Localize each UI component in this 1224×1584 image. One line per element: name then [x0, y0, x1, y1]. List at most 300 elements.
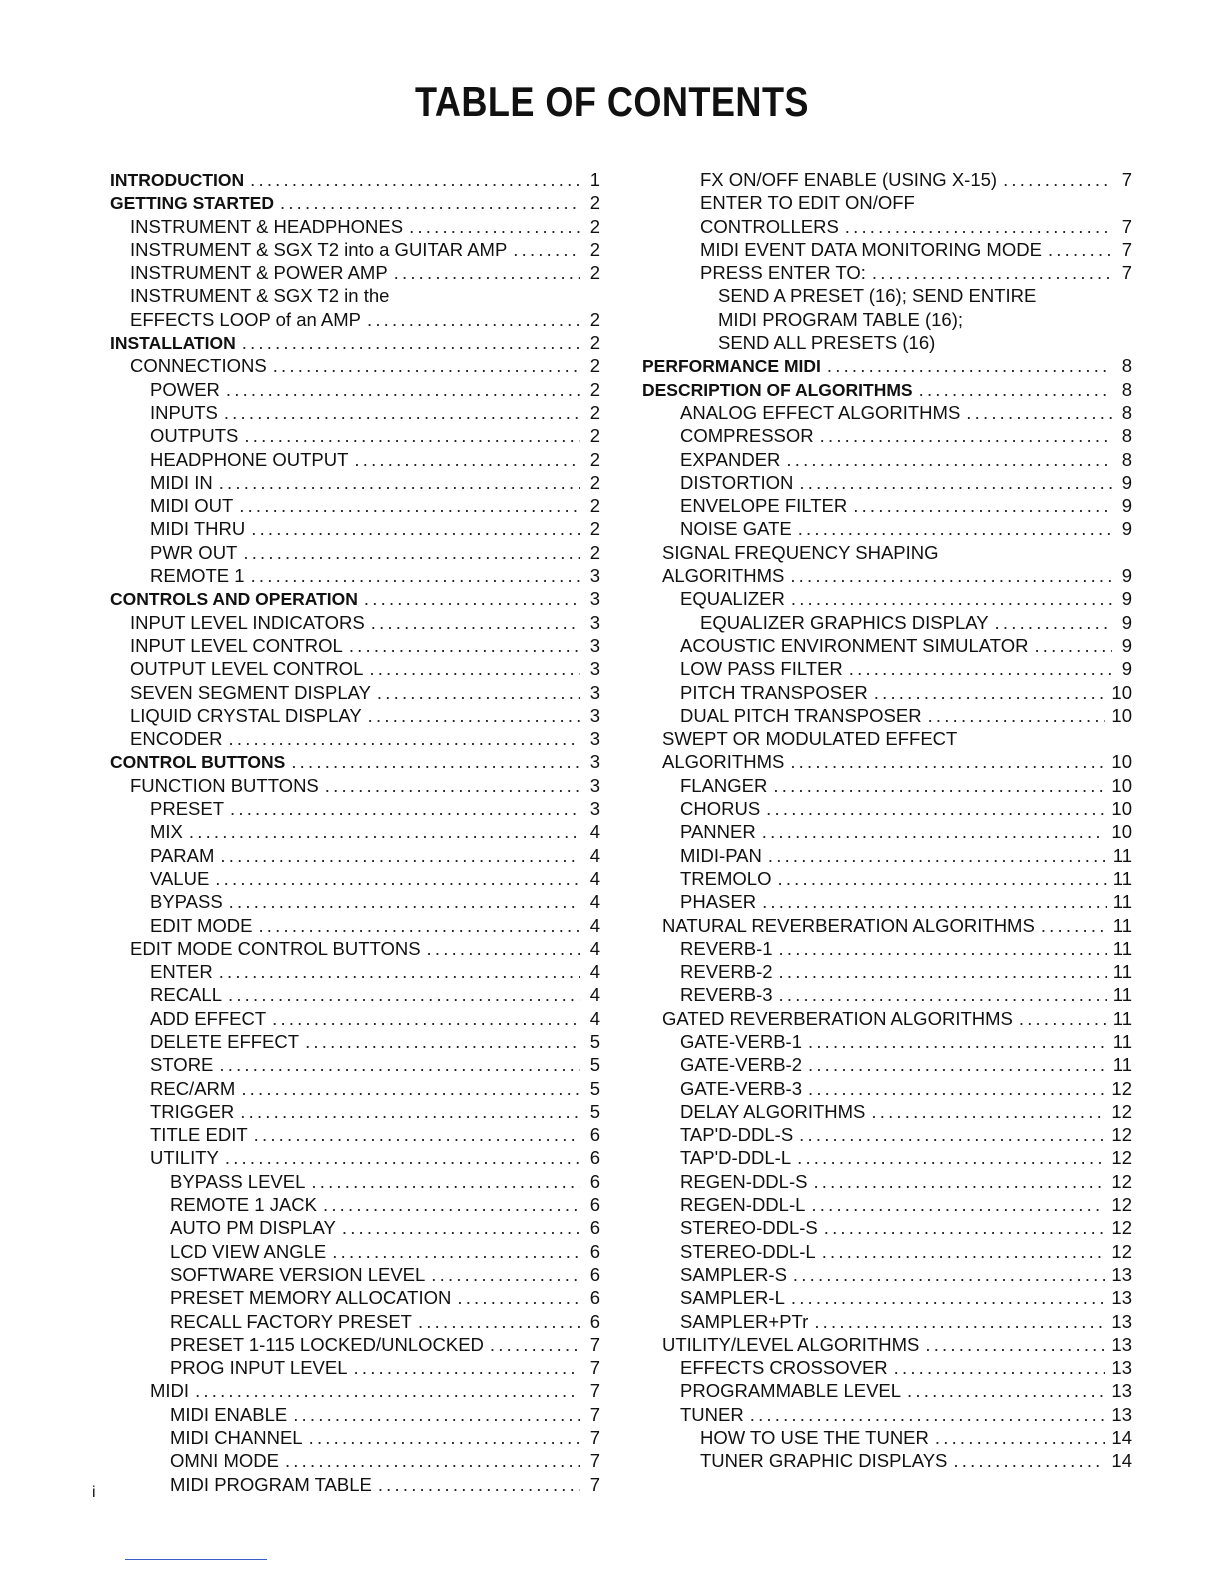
dot-leader	[919, 378, 1112, 401]
dot-leader	[285, 1449, 580, 1472]
toc-entry-label: MIDI ENABLE	[170, 1403, 288, 1425]
toc-entry[interactable]	[642, 1310, 1132, 1333]
dot-leader	[808, 1053, 1107, 1076]
toc-entry[interactable]	[642, 354, 1132, 377]
toc-entry[interactable]	[642, 1216, 1132, 1239]
toc-entry[interactable]	[110, 308, 600, 331]
toc-entry[interactable]	[642, 1123, 1132, 1146]
toc-entry[interactable]	[642, 750, 1132, 773]
toc-entry-page: 7	[1121, 169, 1132, 190]
toc-entry[interactable]	[110, 471, 600, 494]
toc-entry[interactable]	[110, 1216, 600, 1239]
toc-entry-page: 9	[1121, 588, 1132, 610]
toc-entry-page: 5	[589, 1030, 600, 1052]
toc-entry-label: CONTROL BUTTONS	[110, 752, 286, 773]
dot-leader	[311, 1170, 580, 1193]
toc-entry-page: 2	[589, 495, 600, 517]
toc-entry[interactable]	[110, 844, 600, 867]
toc-entry[interactable]	[642, 1193, 1132, 1216]
toc-entry-label: INPUTS	[150, 401, 218, 423]
dot-leader	[808, 1077, 1105, 1100]
toc-entry-page: 8	[1121, 355, 1132, 377]
dot-leader	[791, 1286, 1106, 1309]
toc-entry-page: 4	[589, 961, 600, 983]
toc-entry-page: 9	[1121, 495, 1132, 517]
dot-leader	[779, 937, 1107, 960]
toc-entry-label: INSTRUMENT & SGX T2 in the	[130, 285, 390, 307]
toc-entry[interactable]	[110, 331, 600, 354]
dot-leader	[229, 727, 580, 750]
dot-leader	[369, 657, 580, 680]
toc-entry[interactable]	[642, 1030, 1132, 1053]
toc-entry-page: 9	[1121, 471, 1132, 493]
toc-entry-page: 3	[589, 588, 600, 610]
dot-leader	[243, 541, 580, 564]
toc-entry-page: 7	[589, 1357, 600, 1379]
toc-entry-page: 4	[589, 844, 600, 866]
toc-entry[interactable]	[642, 704, 1132, 727]
toc-entry-page: 8	[1121, 401, 1132, 423]
toc-entry-label: SOFTWARE VERSION LEVEL	[170, 1263, 426, 1285]
toc-entry-label: ENTER	[150, 961, 213, 983]
dot-leader	[790, 750, 1105, 773]
toc-entry-page: 9	[1121, 565, 1132, 587]
toc-entry-label: BYPASS	[150, 891, 223, 913]
toc-entry[interactable]	[642, 564, 1132, 587]
toc-entry[interactable]	[110, 424, 600, 447]
toc-entry-page: 11	[1112, 1054, 1132, 1076]
toc-entry[interactable]	[110, 704, 600, 727]
toc-entry-label: DELETE EFFECT	[150, 1030, 300, 1052]
toc-entry[interactable]	[110, 1310, 600, 1333]
toc-entry-page: 2	[589, 355, 600, 377]
toc-entry-label: ENVELOPE FILTER	[680, 495, 848, 517]
toc-entry-page: 2	[589, 541, 600, 563]
toc-entry[interactable]	[110, 1240, 600, 1263]
dot-leader	[251, 564, 580, 587]
toc-entry[interactable]	[110, 261, 600, 284]
toc-entry[interactable]	[110, 611, 600, 634]
toc-entry-label: PARAM	[150, 844, 215, 866]
toc-entry-label: NATURAL REVERBERATION ALGORITHMS	[662, 914, 1035, 936]
toc-entry[interactable]	[642, 797, 1132, 820]
dot-leader	[219, 960, 580, 983]
toc-entry-label: STEREO-DDL-L	[680, 1240, 816, 1262]
dot-leader	[790, 564, 1112, 587]
toc-entry[interactable]	[110, 494, 600, 517]
toc-entry[interactable]	[110, 1123, 600, 1146]
toc-entry[interactable]	[110, 1053, 600, 1076]
dot-leader	[240, 1100, 580, 1123]
toc-entry-page: 2	[589, 238, 600, 260]
toc-entry-page: 13	[1111, 1380, 1132, 1402]
toc-entry-label: SWEPT OR MODULATED EFFECT	[662, 728, 958, 750]
toc-entry-page: 9	[1121, 518, 1132, 540]
toc-entry[interactable]	[642, 1403, 1132, 1426]
toc-entry-label: LIQUID CRYSTAL DISPLAY	[130, 704, 362, 726]
toc-entry[interactable]	[642, 378, 1132, 401]
toc-entry-label: FX ON/OFF ENABLE (USING X-15)	[700, 169, 998, 190]
toc-entry-label: TREMOLO	[680, 867, 772, 889]
toc-entry-page: 10	[1111, 681, 1132, 703]
toc-entry[interactable]	[110, 1379, 600, 1402]
toc-entry[interactable]	[642, 611, 1132, 634]
dot-leader	[845, 215, 1112, 238]
toc-entry[interactable]	[642, 681, 1132, 704]
toc-entry[interactable]	[642, 727, 1132, 750]
toc-entry[interactable]	[642, 284, 1132, 307]
dot-leader	[953, 1449, 1105, 1472]
toc-entry[interactable]	[642, 541, 1132, 564]
dot-leader	[273, 354, 580, 377]
toc-entry[interactable]	[642, 401, 1132, 424]
dot-leader	[394, 261, 580, 284]
toc-entry[interactable]	[642, 1426, 1132, 1449]
toc-entry-page: 12	[1111, 1124, 1132, 1146]
toc-entry[interactable]	[642, 1100, 1132, 1123]
toc-entry[interactable]	[642, 914, 1132, 937]
toc-entry[interactable]	[642, 890, 1132, 913]
toc-entry[interactable]	[642, 1379, 1132, 1402]
toc-entry[interactable]	[110, 1403, 600, 1426]
toc-entry[interactable]	[110, 914, 600, 937]
toc-entry[interactable]	[110, 448, 600, 471]
toc-entry[interactable]	[642, 215, 1132, 238]
toc-entry-page: 12	[1111, 1147, 1132, 1169]
dot-leader	[354, 1356, 580, 1379]
toc-entry-page: 7	[589, 1450, 600, 1472]
toc-entry-label: MIDI EVENT DATA MONITORING MODE	[700, 238, 1042, 260]
toc-entry-page: 3	[589, 565, 600, 587]
toc-entry[interactable]	[642, 867, 1132, 890]
dot-leader	[354, 448, 580, 471]
toc-entry[interactable]	[110, 284, 600, 307]
toc-entry-label: STORE	[150, 1054, 214, 1076]
dot-leader	[457, 1286, 580, 1309]
toc-entry-page: 8	[1121, 378, 1132, 400]
toc-entry-label: CONTROLS AND OPERATION	[110, 589, 358, 610]
toc-entry-label: SEND ALL PRESETS (16)	[718, 332, 936, 354]
toc-entry[interactable]	[642, 238, 1132, 261]
toc-entry-label: OUTPUTS	[150, 425, 239, 447]
toc-entry-label: VALUE	[150, 867, 210, 889]
toc-entry[interactable]	[642, 937, 1132, 960]
toc-entry-label: TAP'D-DDL-S	[680, 1124, 794, 1146]
toc-entry[interactable]	[642, 261, 1132, 284]
toc-entry[interactable]	[110, 1007, 600, 1030]
toc-entry-label: REVERB-3	[680, 984, 773, 1006]
toc-entry-page: 5	[589, 1054, 600, 1076]
toc-entry-page: 6	[589, 1240, 600, 1262]
toc-entry[interactable]	[642, 1053, 1132, 1076]
toc-entry-label: AUTO PM DISPLAY	[170, 1217, 336, 1239]
toc-entry-label: EDIT MODE	[150, 914, 253, 936]
dot-leader	[225, 1146, 580, 1169]
dot-leader	[808, 1030, 1107, 1053]
toc-entry[interactable]	[642, 587, 1132, 610]
toc-entry[interactable]	[642, 331, 1132, 354]
toc-entry[interactable]	[642, 517, 1132, 540]
toc-entry-label: PRESET MEMORY ALLOCATION	[170, 1287, 452, 1309]
dot-leader	[1003, 168, 1112, 191]
dot-leader	[239, 494, 580, 517]
toc-entry-label: REMOTE 1 JACK	[170, 1194, 317, 1216]
toc-entry[interactable]	[110, 354, 600, 377]
toc-entry-page: 7	[589, 1427, 600, 1449]
toc-entry-label: REVERB-2	[680, 961, 773, 983]
toc-entry-label: INPUT LEVEL CONTROL	[130, 634, 343, 656]
toc-entry[interactable]	[110, 1030, 600, 1053]
toc-entry-label: REVERB-1	[680, 937, 773, 959]
toc-entry[interactable]	[110, 541, 600, 564]
dot-leader	[241, 1077, 580, 1100]
toc-entry[interactable]	[642, 820, 1132, 843]
toc-entry-page: 2	[589, 332, 600, 354]
toc-entry-label: PRESET	[150, 798, 225, 820]
toc-entry-page: 2	[589, 448, 600, 470]
toc-entry-label: HOW TO USE THE TUNER	[700, 1427, 929, 1449]
dot-leader	[1034, 634, 1112, 657]
toc-entry[interactable]	[642, 168, 1132, 191]
dot-leader	[427, 937, 580, 960]
toc-entry-page: 6	[589, 1263, 600, 1285]
toc-entry[interactable]	[642, 844, 1132, 867]
toc-entry[interactable]	[642, 657, 1132, 680]
toc-entry[interactable]	[110, 1426, 600, 1449]
dot-leader	[220, 844, 580, 867]
dot-leader	[779, 960, 1107, 983]
toc-entry[interactable]	[110, 401, 600, 424]
toc-entry-label: OMNI MODE	[170, 1450, 279, 1472]
toc-entry[interactable]	[110, 820, 600, 843]
toc-entry[interactable]	[110, 564, 600, 587]
dot-leader	[827, 354, 1112, 377]
toc-entry-label: MIX	[150, 821, 183, 843]
toc-entry-label: CHORUS	[680, 798, 761, 820]
toc-entry-page: 6	[589, 1147, 600, 1169]
toc-entry-page: 2	[589, 401, 600, 423]
dot-leader	[777, 867, 1106, 890]
toc-entry[interactable]	[110, 1286, 600, 1309]
toc-entry[interactable]	[110, 587, 600, 610]
toc-entry[interactable]	[110, 1170, 600, 1193]
toc-entry[interactable]	[110, 774, 600, 797]
toc-entry[interactable]	[110, 191, 600, 214]
dot-leader	[773, 774, 1105, 797]
toc-entry-page: 3	[589, 681, 600, 703]
toc-entry[interactable]	[642, 1170, 1132, 1193]
dot-leader	[244, 424, 580, 447]
toc-entry[interactable]	[110, 750, 600, 773]
toc-entry-page: 13	[1111, 1263, 1132, 1285]
dot-leader	[799, 471, 1112, 494]
dot-leader	[409, 215, 580, 238]
dot-leader	[195, 1379, 580, 1402]
toc-entry-page: 12	[1111, 1077, 1132, 1099]
dot-leader	[323, 1193, 580, 1216]
toc-entry[interactable]	[642, 1286, 1132, 1309]
toc-entry-label: GATE-VERB-2	[680, 1054, 802, 1076]
toc-entry-label: REGEN-DDL-L	[680, 1194, 806, 1216]
toc-entry[interactable]	[110, 1263, 600, 1286]
toc-entry-page: 10	[1111, 821, 1132, 843]
toc-entry[interactable]	[642, 1146, 1132, 1169]
toc-entry-label: TUNER	[680, 1403, 744, 1425]
dot-leader	[849, 657, 1112, 680]
toc-entry[interactable]	[642, 1240, 1132, 1263]
toc-entry-label: GATE-VERB-3	[680, 1077, 802, 1099]
toc-entry-label: PRESS ENTER TO:	[700, 262, 866, 284]
toc-entry[interactable]	[110, 1473, 600, 1496]
toc-entry-page: 5	[589, 1077, 600, 1099]
toc-entry[interactable]	[642, 471, 1132, 494]
dot-leader	[368, 704, 580, 727]
toc-entry-label: EFFECTS CROSSOVER	[680, 1357, 888, 1379]
dot-leader	[750, 1403, 1106, 1426]
toc-entry[interactable]	[110, 657, 600, 680]
toc-entry-label: CONTROLLERS	[700, 215, 839, 237]
toc-entry[interactable]	[110, 960, 600, 983]
toc-entry[interactable]	[110, 1077, 600, 1100]
dot-leader	[928, 704, 1106, 727]
toc-entry[interactable]	[110, 1333, 600, 1356]
page-title: TABLE OF CONTENTS	[415, 78, 809, 125]
toc-entry[interactable]	[110, 634, 600, 657]
toc-entry-page: 2	[589, 192, 600, 214]
dot-leader	[371, 611, 580, 634]
toc-entry[interactable]	[642, 424, 1132, 447]
toc-entry-page: 12	[1111, 1240, 1132, 1262]
toc-entry[interactable]	[110, 168, 600, 191]
toc-entry[interactable]	[642, 1449, 1132, 1472]
toc-entry-label: INSTRUMENT & POWER AMP	[130, 262, 388, 284]
toc-entry[interactable]	[110, 215, 600, 238]
toc-entry[interactable]	[110, 378, 600, 401]
toc-entry-label: EQUALIZER GRAPHICS DISPLAY	[700, 611, 989, 633]
toc-entry-label: ADD EFFECT	[150, 1007, 267, 1029]
dot-leader	[824, 1216, 1106, 1239]
toc-entry-page: 12	[1111, 1170, 1132, 1192]
toc-entry[interactable]	[110, 937, 600, 960]
dot-leader	[513, 238, 580, 261]
dot-leader	[250, 168, 580, 191]
toc-entry-page: 3	[589, 704, 600, 726]
toc-entry-page: 12	[1111, 1194, 1132, 1216]
toc-entry-page: 6	[589, 1287, 600, 1309]
toc-entry[interactable]	[642, 960, 1132, 983]
toc-entry[interactable]	[110, 1146, 600, 1169]
toc-entry[interactable]	[110, 890, 600, 913]
toc-entry[interactable]	[642, 774, 1132, 797]
toc-entry-page: 4	[589, 821, 600, 843]
dot-leader	[332, 1240, 580, 1263]
toc-entry[interactable]	[110, 797, 600, 820]
toc-entry-label: LCD VIEW ANGLE	[170, 1240, 327, 1262]
toc-entry-page: 4	[589, 867, 600, 889]
toc-entry-label: FUNCTION BUTTONS	[130, 774, 319, 796]
toc-entry-page: 13	[1111, 1357, 1132, 1379]
toc-entry-label: HEADPHONE OUTPUT	[150, 448, 349, 470]
toc-entry[interactable]	[110, 727, 600, 750]
toc-entry-page: 3	[589, 798, 600, 820]
toc-entry-page: 7	[589, 1380, 600, 1402]
toc-entry-page: 10	[1111, 798, 1132, 820]
toc-entry-label: ALGORITHMS	[662, 565, 785, 587]
dot-leader	[418, 1310, 580, 1333]
toc-entry[interactable]	[642, 191, 1132, 214]
dot-leader	[797, 1146, 1105, 1169]
dot-leader	[894, 1356, 1106, 1379]
toc-entry[interactable]	[110, 867, 600, 890]
dot-leader	[853, 494, 1112, 517]
toc-entry[interactable]	[642, 983, 1132, 1006]
toc-entry[interactable]	[110, 238, 600, 261]
toc-entry[interactable]	[110, 1100, 600, 1123]
dot-leader	[966, 401, 1112, 424]
toc-entry-label: POWER	[150, 378, 220, 400]
toc-entry[interactable]	[110, 983, 600, 1006]
toc-entry-page: 11	[1112, 1007, 1132, 1029]
dot-leader	[325, 774, 580, 797]
toc-entry-label: EDIT MODE CONTROL BUTTONS	[130, 937, 421, 959]
toc-entry-label: INSTALLATION	[110, 333, 236, 354]
dot-leader	[813, 1170, 1105, 1193]
toc-entry[interactable]	[110, 1193, 600, 1216]
toc-entry[interactable]	[642, 1077, 1132, 1100]
dot-leader	[907, 1379, 1105, 1402]
toc-entry[interactable]	[642, 1333, 1132, 1356]
toc-entry-label: DESCRIPTION OF ALGORITHMS	[642, 379, 913, 400]
toc-entry-page: 6	[589, 1170, 600, 1192]
toc-entry[interactable]	[642, 1356, 1132, 1379]
toc-entry-page: 11	[1112, 844, 1132, 866]
toc-entry[interactable]	[642, 1263, 1132, 1286]
toc-entry-label: PANNER	[680, 821, 756, 843]
dot-leader	[793, 1263, 1106, 1286]
toc-entry-page: 9	[1121, 611, 1132, 633]
toc-entry-label: MIDI-PAN	[680, 844, 762, 866]
toc-entry[interactable]	[642, 308, 1132, 331]
toc-entry-label: INSTRUMENT & SGX T2 into a GUITAR AMP	[130, 238, 508, 260]
toc-entry-label: SAMPLER+PTr	[680, 1310, 809, 1332]
toc-entry-label: PROGRAMMABLE LEVEL	[680, 1380, 902, 1402]
dot-leader	[766, 797, 1105, 820]
toc-entry[interactable]	[110, 1356, 600, 1379]
toc-entry-label: EQUALIZER	[680, 588, 785, 610]
toc-entry[interactable]	[110, 1449, 600, 1472]
toc-entry-page: 2	[589, 518, 600, 540]
toc-entry-label: NOISE GATE	[680, 518, 792, 540]
toc-entry-label: REGEN-DDL-S	[680, 1170, 808, 1192]
toc-entry[interactable]	[642, 494, 1132, 517]
toc-entry[interactable]	[110, 517, 600, 540]
toc-entry-label: INPUT LEVEL INDICATORS	[130, 611, 365, 633]
toc-entry-page: 13	[1111, 1403, 1132, 1425]
toc-entry[interactable]	[110, 681, 600, 704]
toc-entry[interactable]	[642, 634, 1132, 657]
toc-entry-page: 10	[1111, 751, 1132, 773]
toc-entry-page: 12	[1111, 1100, 1132, 1122]
toc-entry-page: 4	[589, 937, 600, 959]
toc-entry-label: INSTRUMENT & HEADPHONES	[130, 215, 404, 237]
toc-entry-label: GETTING STARTED	[110, 193, 274, 214]
toc-entry[interactable]	[642, 448, 1132, 471]
page-number: i	[92, 1484, 96, 1501]
toc-entry-page: 10	[1111, 774, 1132, 796]
toc-entry-page: 7	[589, 1473, 600, 1495]
toc-entry[interactable]	[642, 1007, 1132, 1030]
toc-entry-page: 2	[589, 215, 600, 237]
